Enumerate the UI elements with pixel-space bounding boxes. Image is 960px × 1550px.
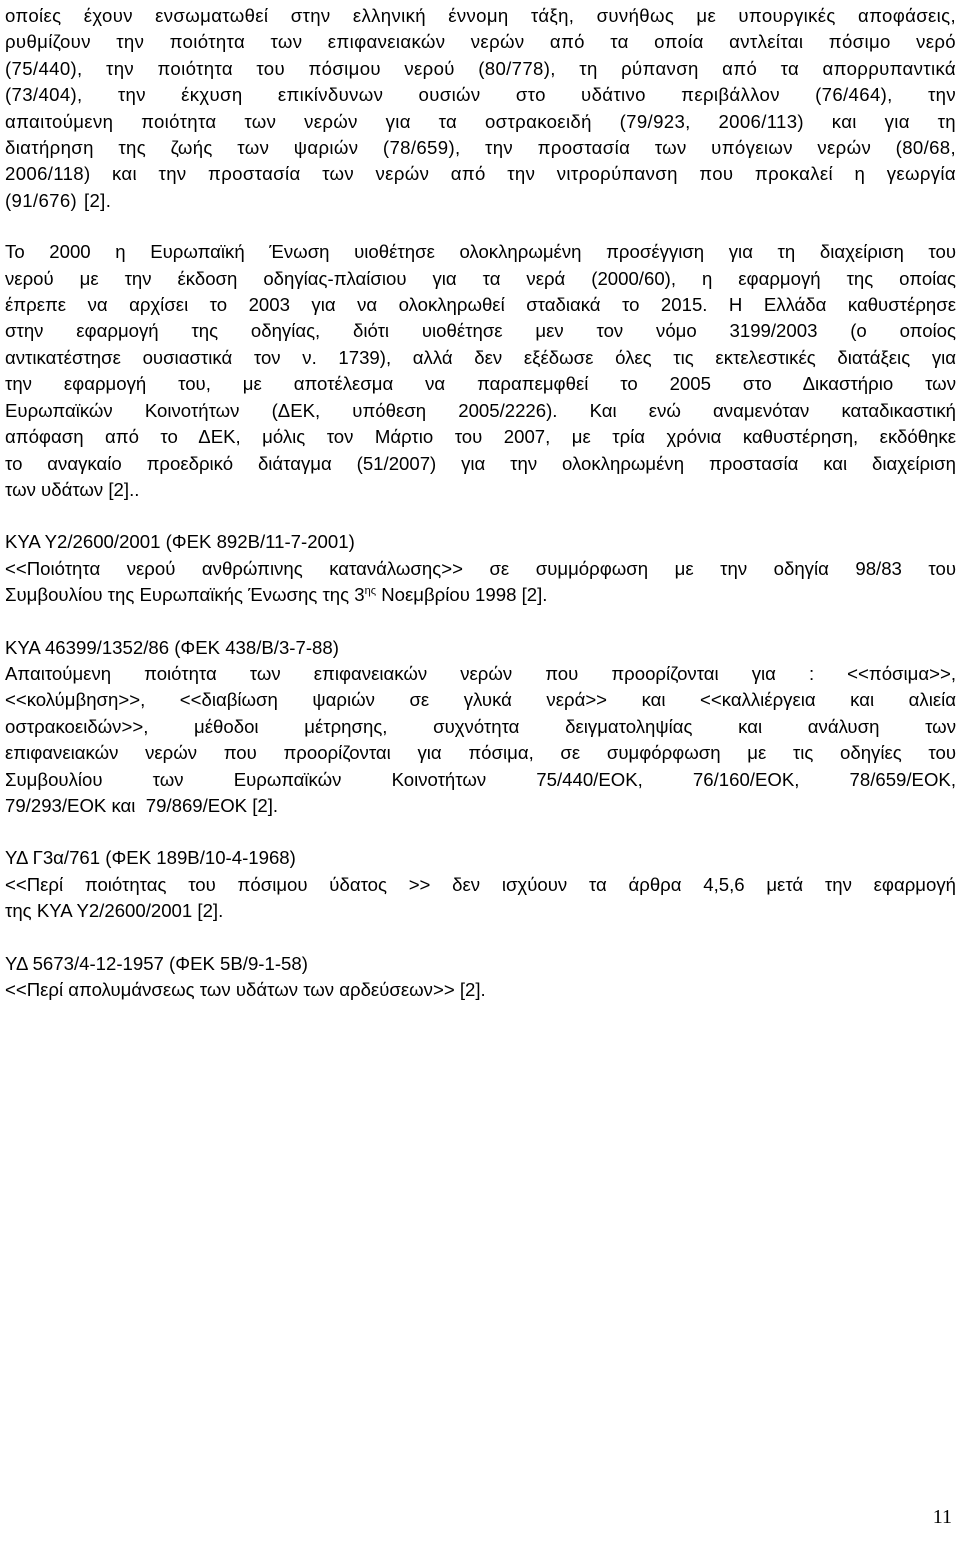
section-kya-y2-2600-2001	[5, 529, 956, 608]
ordinal-superscript: ης	[364, 584, 377, 597]
text-line: επιφανειακών νερών που προορίζονται για πόσιμα, σε συμφόρφωση με τις οδηγίες του	[5, 742, 956, 764]
text-line: <<Περί απολυμάνσεως των υδάτων των αρδεύσεων>> [2].	[5, 979, 486, 1000]
text-line: (75/440), την ποιότητα του πόσιμου νερού (80/778), τη ρύπανση από τα απορρυπαντικά	[5, 57, 956, 79]
text-line: Απαιτούμενη ποιότητα των επιφανειακών νερών που προορίζονται για : <<πόσιμα>>,	[5, 662, 956, 684]
text-line: το αναγκαίο προεδρικό διάταγμα (51/2007) για την ολοκληρωμένη προστασία και διαχείριση	[5, 452, 956, 474]
text-fragment: Νοεμβρίου 1998 [2].	[376, 584, 548, 606]
section-kya-46399-1352-86	[5, 635, 956, 820]
document-page	[5, 0, 956, 1003]
text-line: 2006/118) και την προστασία των νερών από την νιτρορύπανση που προκαλεί η γεωργία	[5, 163, 956, 185]
text-line: στην εφαρμογή της οδηγίας, διότι υιοθέτησε μεν τον νόμο 3199/2003 (ο οποίος	[5, 320, 956, 342]
page-number: 11	[932, 1506, 952, 1528]
text-line: (73/404), την έκχυση επικίνδυνων ουσιών στο υδάτινο περιβάλλον (76/464), την	[5, 84, 956, 106]
text-line: Ευρωπαϊκών Κοινοτήτων (ΔΕΚ, υπόθεση 2005/2226). Και ενώ αναμενόταν καταδικαστική	[5, 399, 956, 421]
text-line: αντικατέστησε ουσιαστικά τον ν. 1739), αλλά δεν εξέδωσε όλες τις εκτελεστικές διατάξεις για	[5, 346, 956, 368]
text-line: <<Περί ποιότητας του πόσιμου ύδατος >> δεν ισχύουν τα άρθρα 4,5,6 μετά την εφαρμογή	[5, 873, 956, 895]
text-line: την εφαρμογή του, με αποτέλεσμα να παραπεμφθεί το 2005 στο Δικαστήριο των	[5, 373, 956, 395]
text-line: <<κολύμβηση>>, <<διαβίωση ψαριών σε γλυκά νερά>> και <<καλλιέργεια και αλιεία	[5, 689, 956, 711]
text-line: οστρακοειδών>>, μέθοδοι μέτρησης, συχνότητα δειγματοληψίας και ανάλυση των	[5, 715, 956, 737]
paragraph-water-directives	[5, 3, 956, 214]
text-line: απόφαση από το ΔΕΚ, μόλις τον Μάρτιο του 2007, με τρία χρόνια καθυστέρηση, εκδόθηκε	[5, 426, 956, 448]
text-line: νερού με την έκδοση οδηγίας-πλαίσιου για τα νερά (2000/60), η εφαρμογή της οποίας	[5, 267, 956, 289]
section-heading: ΚΥΑ 46399/1352/86 (ΦΕΚ 438/Β/3-7-88)	[5, 636, 339, 658]
text-line: απαιτούμενη ποιότητα των νερών για τα οστρακοειδή (79/923, 2006/113) και για τη	[5, 110, 956, 132]
text-line: <<Ποιότητα νερού ανθρώπινης κατανάλωσης>> σε συμμόρφωση με την οδηγία 98/83 του	[5, 557, 956, 579]
section-yd-g3a-761	[5, 845, 956, 924]
text-line: ρυθμίζουν την ποιότητα των επιφανειακών νερών από τα οποία αντλείται πόσιμο νερό	[5, 31, 956, 53]
section-heading: ΥΔ 5673/4-12-1957 (ΦΕΚ 5Β/9-1-58)	[5, 952, 308, 974]
text-line: έπρεπε να αρχίσει το 2003 για να ολοκληρωθεί σταδιακά το 2015. Η Ελλάδα καθυστέρησε	[5, 294, 956, 316]
text-line: Το 2000 η Ευρωπαϊκή Ένωση υιοθέτησε ολοκληρωμένη προσέγγιση για τη διαχείριση του	[5, 241, 956, 263]
text-line	[5, 582, 956, 608]
text-line: (91/676) [2].	[5, 189, 112, 211]
section-yd-5673	[5, 951, 956, 1004]
text-line: 79/293/ΕΟΚ και 79/869/ΕΟΚ [2].	[5, 794, 279, 816]
section-heading: ΚΥΑ Υ2/2600/2001 (ΦΕΚ 892Β/11-7-2001)	[5, 531, 355, 553]
text-fragment: Συμβουλίου της Ευρωπαϊκής Ένωσης της 3	[5, 584, 365, 606]
paragraph-framework-directive	[5, 239, 956, 503]
text-line: των υδάτων [2]..	[5, 478, 140, 500]
text-line: της ΚΥΑ Υ2/2600/2001 [2].	[5, 900, 224, 922]
text-line: Συμβουλίου των Ευρωπαϊκών Κοινοτήτων 75/440/ΕΟΚ, 76/160/ΕΟΚ, 78/659/ΕΟΚ,	[5, 768, 956, 790]
text-line: διατήρηση της ζωής των ψαριών (78/659), την προστασία των υπόγειων νερών (80/68,	[5, 137, 956, 159]
section-heading: ΥΔ Γ3α/761 (ΦΕΚ 189Β/10-4-1968)	[5, 847, 296, 869]
text-line: οποίες έχουν ενσωματωθεί στην ελληνική έννομη τάξη, συνήθως με υπουργικές αποφάσεις,	[5, 5, 956, 26]
